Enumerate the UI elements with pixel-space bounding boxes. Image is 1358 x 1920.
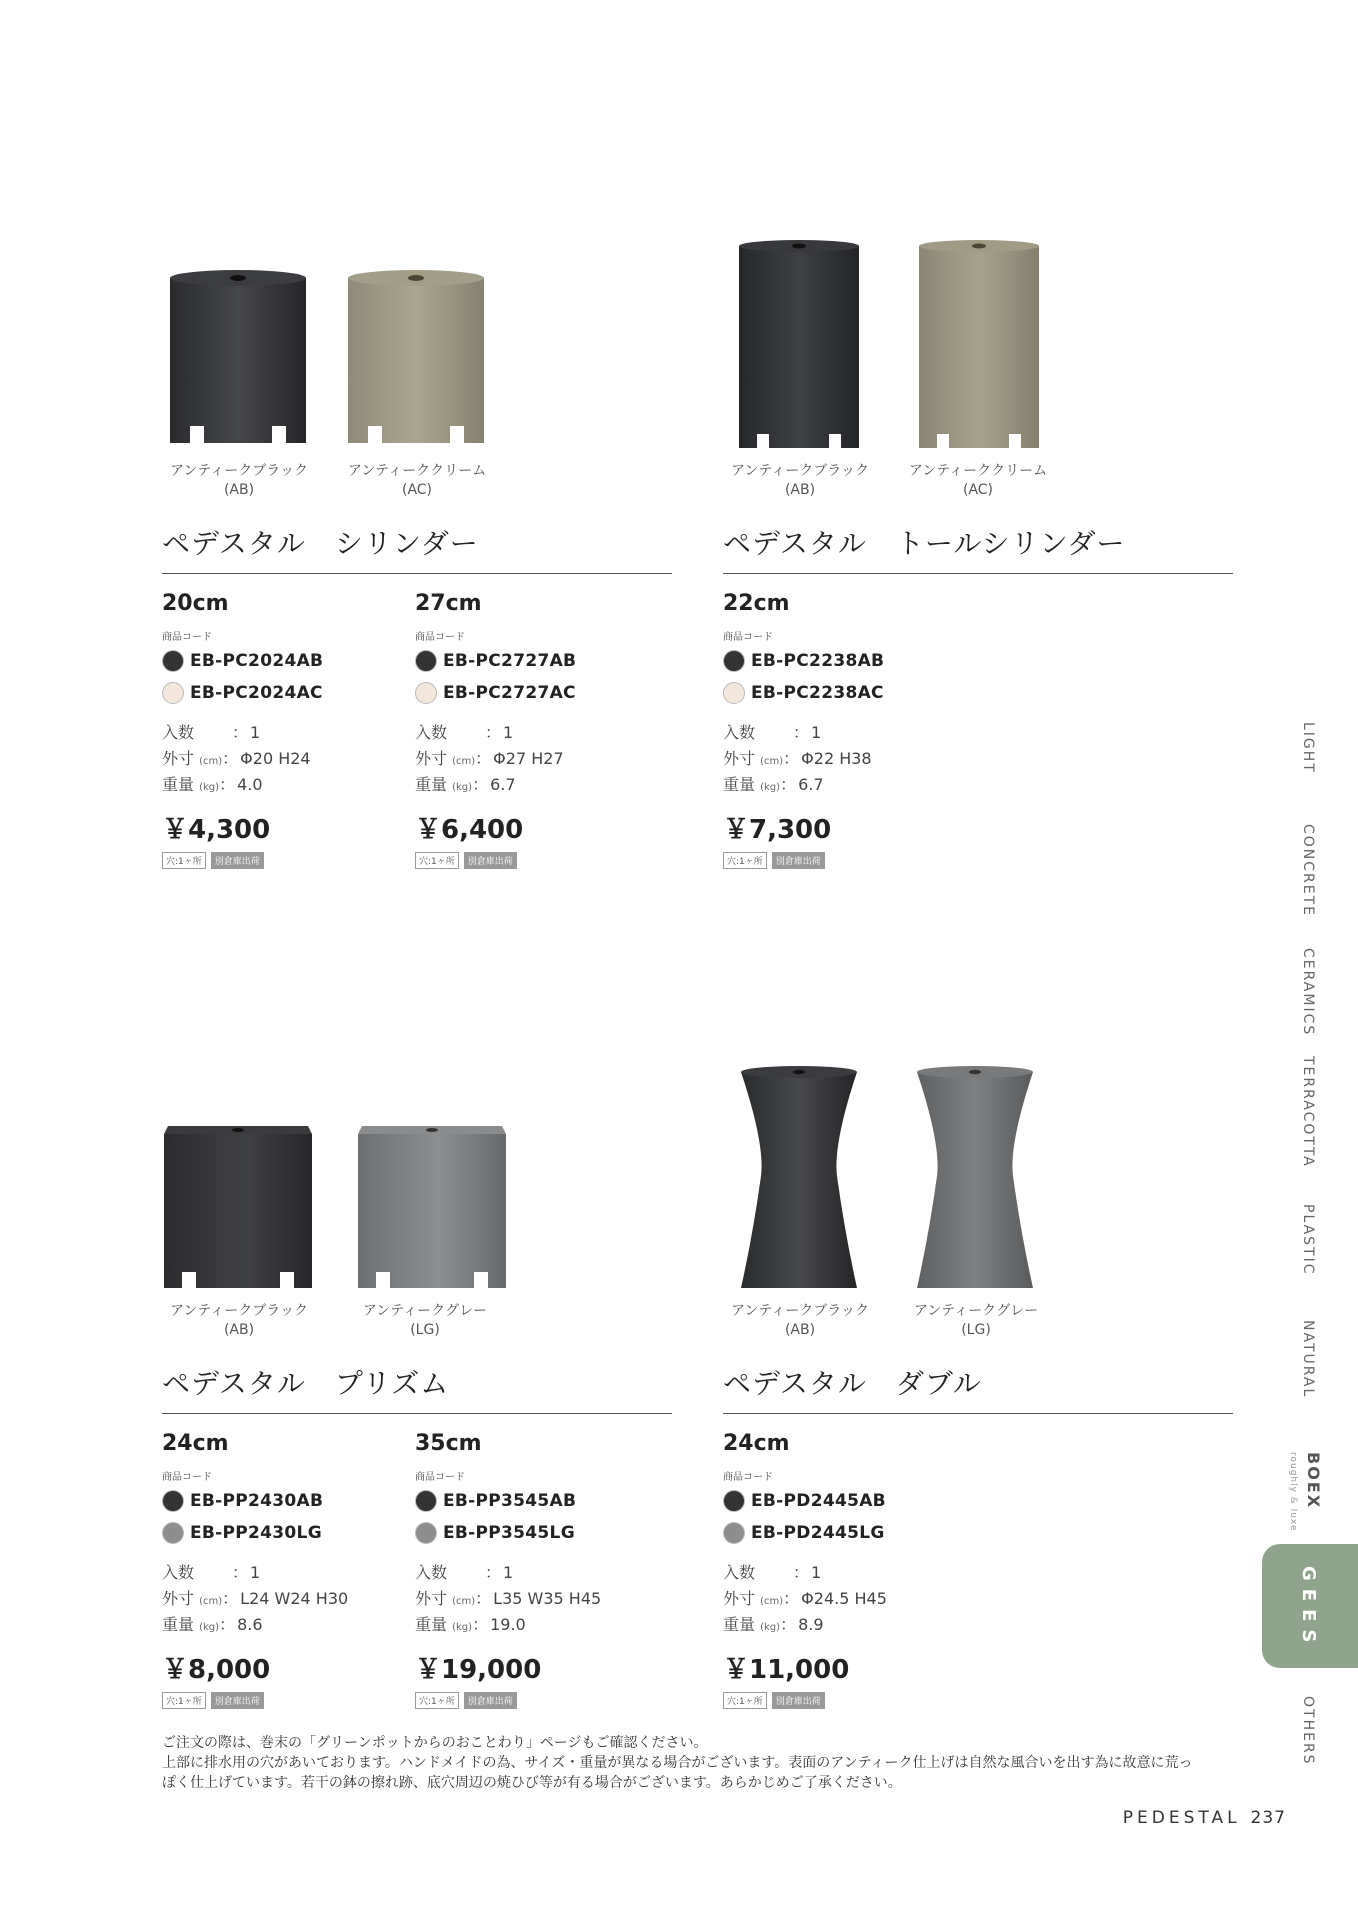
price: ￥8,000 [162, 1655, 271, 1685]
footer-section: PEDESTAL [1122, 1808, 1241, 1828]
spec-list [723, 1560, 963, 1638]
product-title: ペデスタル プリズム [162, 1367, 450, 1400]
product-section-cylinder [162, 200, 672, 867]
spec-dimensions: 外寸 (cm)： Φ24.5 H45 [723, 1589, 887, 1608]
color-label: アンティーククリーム (AC) [347, 463, 487, 498]
tag-row [162, 1692, 402, 1709]
spec-weight: 重量 (kg)： 19.0 [415, 1615, 526, 1634]
color-label: アンティークグレー (LG) [362, 1303, 488, 1338]
product-section-double [723, 1040, 1233, 1707]
category-index: LIGHT CONCRETE CERAMICS TERRACOTTA PLASTIC NATURAL BOEX roughly & luxe GEES OTHERS [1262, 700, 1358, 1780]
pot-image-grey [913, 1064, 1037, 1292]
cream-swatch [162, 682, 184, 704]
tag-row [415, 852, 655, 869]
order-note [162, 1733, 1242, 1793]
code-label: 商品コード [415, 632, 465, 643]
product-code-row [723, 646, 963, 676]
spec-list [415, 1560, 655, 1638]
spec-qty: 入数 ： 1 [723, 723, 822, 742]
hole-tag: 穴:1ヶ所 [162, 852, 206, 869]
color-label: アンティークブラック (AB) [169, 463, 309, 498]
note-line: ぽく仕上げています。若干の鉢の擦れ跡、底穴周辺の焼ひび等が有る場合がございます。あらかじめご了承ください。 [162, 1775, 902, 1791]
variant-card [415, 1428, 655, 1709]
spec-dimensions: 外寸 (cm)： Φ22 H38 [723, 749, 872, 768]
variant-size: 35cm [415, 1431, 482, 1456]
spec-qty: 入数 ： 1 [162, 1563, 261, 1582]
price: ￥11,000 [723, 1655, 850, 1685]
product-code: EB-PC2238AC [751, 683, 884, 703]
spec-weight: 重量 (kg)： 6.7 [415, 775, 516, 794]
pot-image-cream [917, 238, 1041, 452]
pot-image-grey [356, 1126, 508, 1292]
product-photos [723, 200, 1233, 498]
hole-tag: 穴:1ヶ所 [415, 852, 459, 869]
pot-image-black [737, 1064, 861, 1292]
product-code: EB-PP2430AB [190, 1491, 324, 1511]
color-label: アンティーククリーム (AC) [908, 463, 1048, 498]
pot-image-cream [346, 268, 486, 448]
title-divider [723, 573, 1233, 574]
grey-swatch [723, 1522, 745, 1544]
variant-size: 27cm [415, 591, 482, 616]
product-section-prism [162, 1040, 672, 1707]
spec-qty: 入数 ： 1 [723, 1563, 822, 1582]
hole-tag: 穴:1ヶ所 [415, 1692, 459, 1709]
product-code: EB-PC2024AB [190, 651, 324, 671]
spec-weight: 重量 (kg)： 8.9 [723, 1615, 824, 1634]
tag-row [162, 852, 402, 869]
tag-row [723, 1692, 963, 1709]
pot-image-black [162, 1126, 314, 1292]
variant-card [162, 588, 402, 869]
color-label: アンティークグレー (LG) [913, 1303, 1039, 1338]
product-code-row [415, 1518, 655, 1548]
product-code: EB-PP3545AB [443, 1491, 577, 1511]
black-swatch [723, 1490, 745, 1512]
price: ￥7,300 [723, 815, 832, 845]
product-code-row [723, 1518, 963, 1548]
variant-size: 24cm [162, 1431, 229, 1456]
cream-swatch [415, 682, 437, 704]
price: ￥4,300 [162, 815, 271, 845]
product-code: EB-PC2238AB [751, 651, 885, 671]
product-code-row [723, 1486, 963, 1516]
spec-weight: 重量 (kg)： 6.7 [723, 775, 824, 794]
variant-card [723, 588, 963, 869]
title-divider [162, 1413, 672, 1414]
product-photos [162, 200, 672, 498]
pot-image-black [737, 238, 861, 452]
spec-list [415, 720, 655, 798]
product-code: EB-PC2727AB [443, 651, 577, 671]
variant-size: 22cm [723, 591, 790, 616]
spec-weight: 重量 (kg)： 8.6 [162, 1615, 263, 1634]
product-code-row [162, 1518, 402, 1548]
black-swatch [162, 1490, 184, 1512]
spec-dimensions: 外寸 (cm)： Φ27 H27 [415, 749, 564, 768]
page-footer [1123, 1808, 1286, 1828]
note-line: ご注文の際は、巻末の「グリーンポットからのおことわり」ページもご確認ください。 [162, 1735, 708, 1751]
product-title: ペデスタル シリンダー [162, 527, 479, 560]
black-swatch [162, 650, 184, 672]
note-line: 上部に排水用の穴があいております。ハンドメイドの為、サイズ・重量が異なる場合がございます。表面のアンティーク仕上げは自然な風合いを出す為に故意に荒っ [162, 1755, 1193, 1771]
spec-dimensions: 外寸 (cm)： L24 W24 H30 [162, 1589, 349, 1608]
variant-size: 20cm [162, 591, 229, 616]
spec-qty: 入数 ： 1 [162, 723, 261, 742]
warehouse-tag: 別倉庫出荷 [211, 1692, 264, 1709]
spec-qty: 入数 ： 1 [415, 1563, 514, 1582]
spec-weight: 重量 (kg)： 4.0 [162, 775, 263, 794]
code-label: 商品コード [723, 1472, 773, 1483]
spec-list [162, 720, 402, 798]
product-code-row [162, 678, 402, 708]
product-code: EB-PC2024AC [190, 683, 323, 703]
hole-tag: 穴:1ヶ所 [723, 1692, 767, 1709]
product-code: EB-PC2727AC [443, 683, 576, 703]
title-divider [162, 573, 672, 574]
variant-card [415, 588, 655, 869]
cream-swatch [723, 682, 745, 704]
spec-list [162, 1560, 402, 1638]
page-number: 237 [1250, 1808, 1286, 1828]
warehouse-tag: 別倉庫出荷 [211, 852, 264, 869]
spec-qty: 入数 ： 1 [415, 723, 514, 742]
color-label: アンティークブラック (AB) [730, 1303, 870, 1338]
black-swatch [415, 1490, 437, 1512]
color-label: アンティークブラック (AB) [730, 463, 870, 498]
spec-list [723, 720, 963, 798]
variant-card [162, 1428, 402, 1709]
price: ￥6,400 [415, 815, 524, 845]
product-code-row [723, 678, 963, 708]
product-code: EB-PD2445LG [751, 1523, 885, 1543]
title-divider [723, 1413, 1233, 1414]
variant-size: 24cm [723, 1431, 790, 1456]
spec-dimensions: 外寸 (cm)： L35 W35 H45 [415, 1589, 602, 1608]
product-code-row [415, 1486, 655, 1516]
boex-subtitle: roughly & luxe [1288, 1452, 1298, 1532]
code-label: 商品コード [162, 632, 212, 643]
hole-tag: 穴:1ヶ所 [162, 1692, 206, 1709]
price: ￥19,000 [415, 1655, 542, 1685]
product-photos [723, 1040, 1233, 1338]
product-code: EB-PP2430LG [190, 1523, 322, 1543]
warehouse-tag: 別倉庫出荷 [464, 852, 517, 869]
product-photos [162, 1040, 672, 1338]
code-label: 商品コード [723, 632, 773, 643]
color-label: アンティークブラック (AB) [169, 1303, 309, 1338]
product-code-row [415, 678, 655, 708]
tag-row [723, 852, 963, 869]
tag-row [415, 1692, 655, 1709]
product-code: EB-PP3545LG [443, 1523, 575, 1543]
pot-image-black [168, 268, 308, 448]
grey-swatch [415, 1522, 437, 1544]
product-section-tall-cylinder [723, 200, 1233, 867]
warehouse-tag: 別倉庫出荷 [772, 1692, 825, 1709]
product-code-row [162, 1486, 402, 1516]
code-label: 商品コード [162, 1472, 212, 1483]
code-label: 商品コード [415, 1472, 465, 1483]
product-title: ペデスタル ダブル [723, 1367, 982, 1400]
product-code-row [415, 646, 655, 676]
warehouse-tag: 別倉庫出荷 [464, 1692, 517, 1709]
product-title: ペデスタル トールシリンダー [723, 527, 1126, 560]
grey-swatch [162, 1522, 184, 1544]
index-tab-gees-active[interactable]: GEES [1262, 1544, 1358, 1668]
warehouse-tag: 別倉庫出荷 [772, 852, 825, 869]
black-swatch [415, 650, 437, 672]
product-code-row [162, 646, 402, 676]
spec-dimensions: 外寸 (cm)： Φ20 H24 [162, 749, 311, 768]
hole-tag: 穴:1ヶ所 [723, 852, 767, 869]
product-code: EB-PD2445AB [751, 1491, 886, 1511]
black-swatch [723, 650, 745, 672]
variant-card [723, 1428, 963, 1709]
